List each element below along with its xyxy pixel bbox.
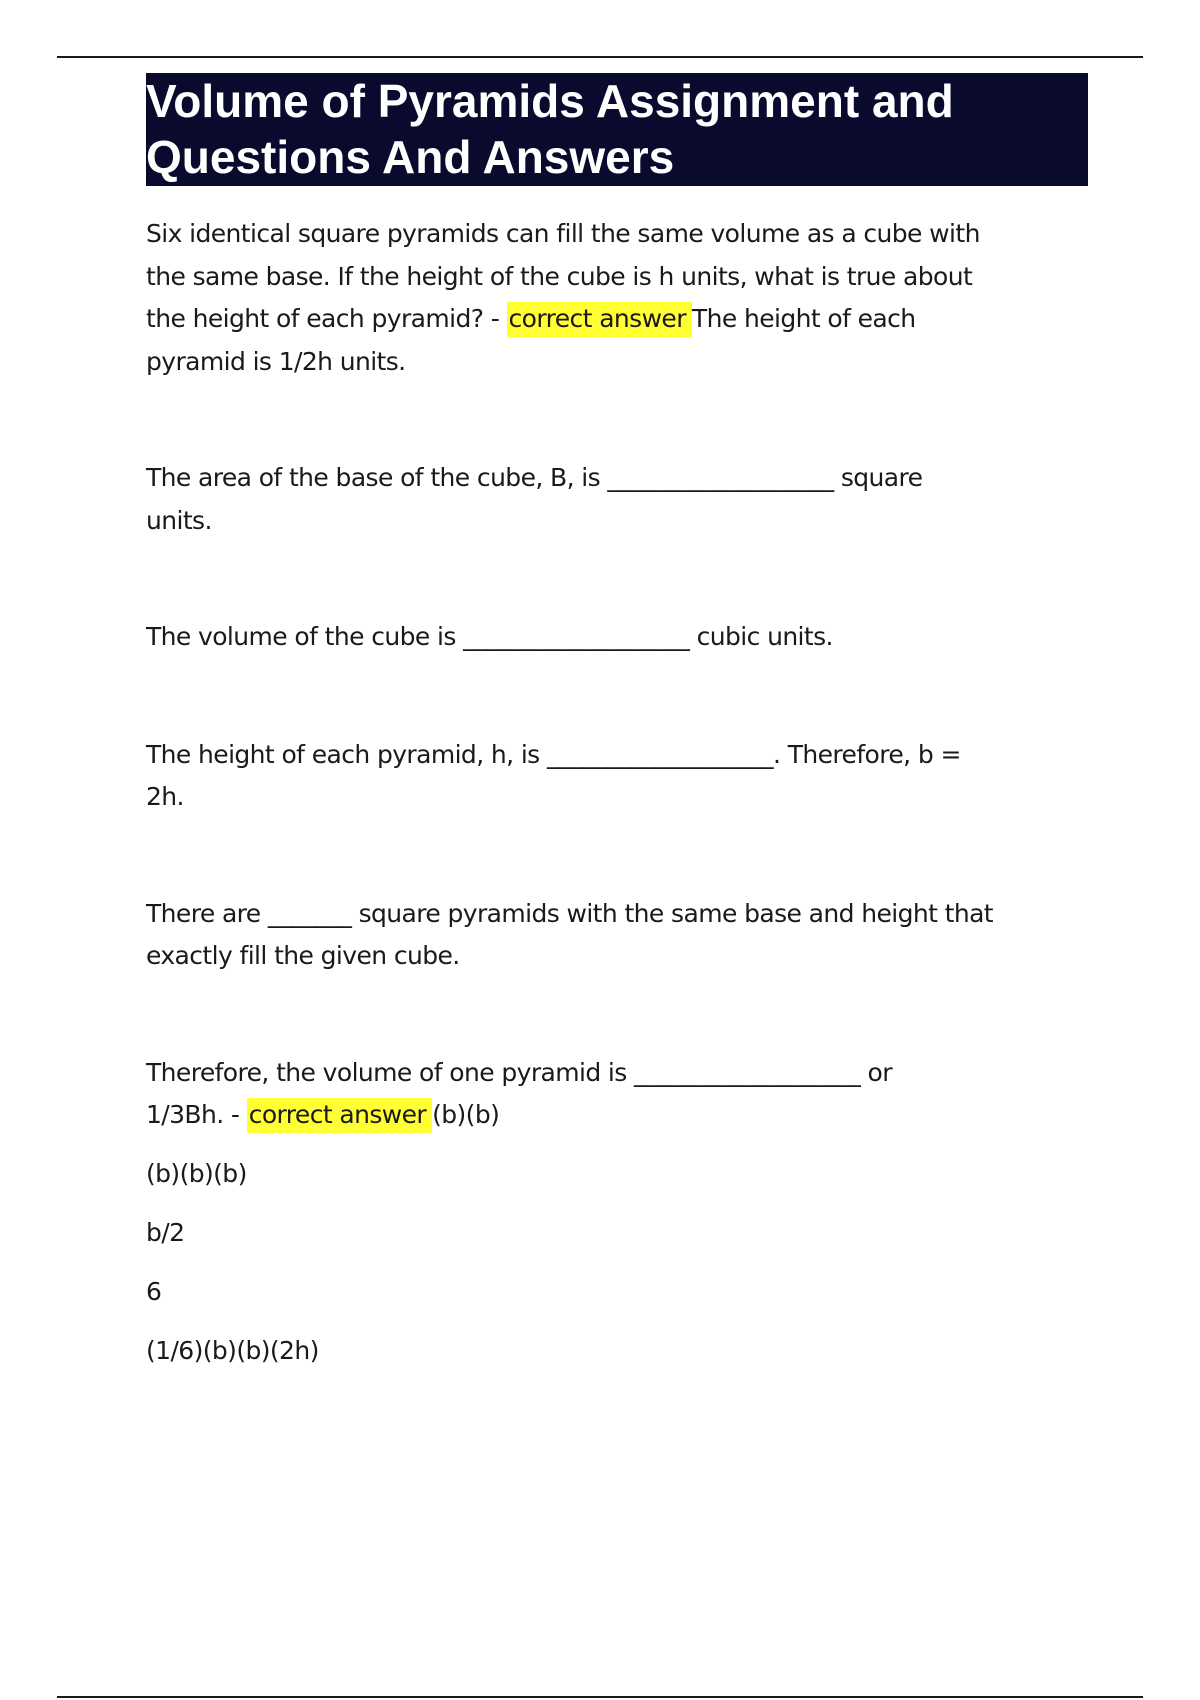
answer-line: (1/6)(b)(b)(2h) [146, 1335, 319, 1365]
document-page [146, 73, 1088, 1372]
answer-line: 6 [146, 1276, 162, 1306]
q2-p5-line-1: Therefore, the volume of one pyramid is ___________________ or [146, 1057, 892, 1087]
q1-line-3 [146, 298, 1088, 341]
question-2-part-base-area [146, 457, 1088, 542]
correct-answer-highlight: correct answer [507, 302, 692, 337]
answer-line: (b)(b)(b) [146, 1158, 247, 1188]
q2-p1-line-1: The area of the base of the cube, B, is ___________________ square [146, 463, 923, 492]
question-2-part-pyramid-height [146, 734, 1088, 819]
bottom-rule [57, 1696, 1143, 1698]
title-line-2: Questions And Answers [146, 131, 675, 183]
q1-line-1: Six identical square pyramids can fill the same volume as a cube with [146, 219, 980, 248]
q2-p1-line-2: units. [146, 505, 212, 535]
q1-question-end: the height of each pyramid? - [146, 304, 507, 333]
q2-p4-line-1: There are _______ square pyramids with the same base and height that [146, 898, 994, 928]
q2-answer-start: (b)(b) [432, 1100, 500, 1129]
q2-p2-line-1: The volume of the cube is ___________________ cubic units. [146, 622, 833, 651]
question-2-part-pyramid-count [146, 893, 1088, 978]
question-2-part-pyramid-volume [146, 1052, 1088, 1137]
q2-question-end: 1/3Bh. - [146, 1100, 247, 1129]
q2-p4-line-2: exactly fill the given cube. [146, 941, 460, 970]
q1-line-2: the same base. If the height of the cube is h units, what is true about [146, 261, 973, 291]
q1-line-4: pyramid is 1/2h units. [146, 346, 406, 376]
document-title [146, 73, 1088, 186]
q2-p5-line-2 [146, 1094, 1088, 1137]
q2-p3-line-1: The height of each pyramid, h, is ___________________. Therefore, b = [146, 739, 961, 769]
correct-answer-highlight: correct answer [247, 1098, 432, 1133]
top-rule [57, 56, 1143, 58]
title-line-1: Volume of Pyramids Assignment and [146, 75, 954, 127]
q2-p3-line-2: 2h. [146, 782, 184, 811]
answer-line: b/2 [146, 1217, 185, 1247]
question-1 [146, 213, 1088, 383]
question-2-part-cube-volume [146, 616, 1088, 659]
q1-answer-start: The height of each [691, 304, 916, 333]
